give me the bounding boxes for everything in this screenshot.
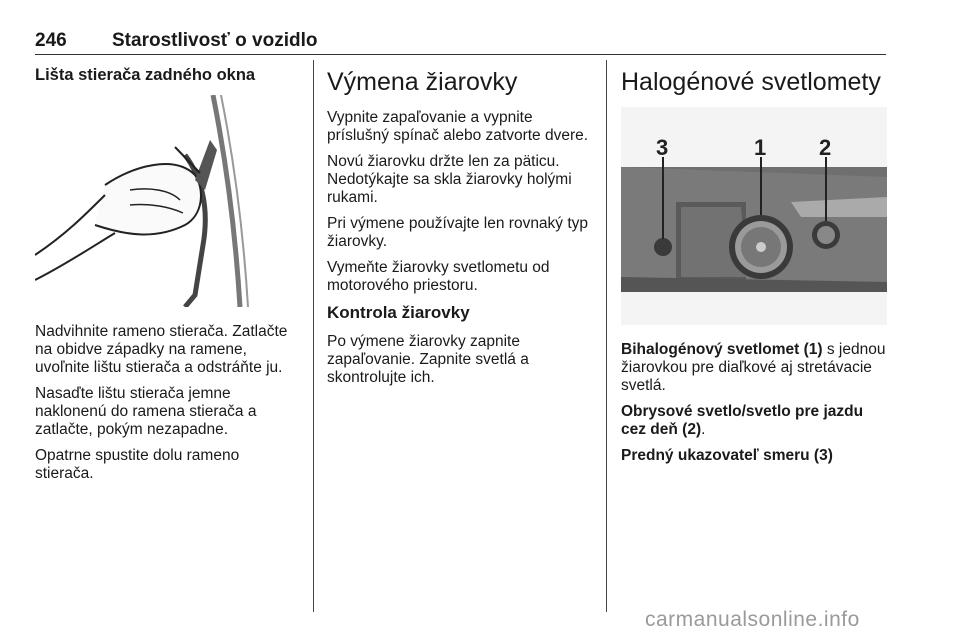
wiper-step-3: Opatrne spustite dolu rameno stierača. bbox=[35, 447, 240, 482]
watermark: carmanualsonline.info bbox=[645, 608, 860, 631]
section-heading-wiper: Lišta stierača zadného okna bbox=[35, 66, 256, 84]
bulb-paragraph-1: Vypnite zapaľovanie a vypnite príslušný spínač alebo zatvorte dvere. bbox=[327, 109, 589, 144]
halogen-desc-1 bbox=[621, 341, 887, 395]
headlight-photo bbox=[621, 107, 887, 325]
section-heading-bulb: Výmena žiarovky bbox=[327, 68, 518, 96]
halogen-desc-3-bold: Predný ukazovateľ smeru (3) bbox=[621, 447, 833, 464]
halogen-desc-2-text: . bbox=[701, 421, 706, 438]
header-divider bbox=[35, 54, 886, 55]
halogen-desc-2 bbox=[621, 403, 887, 439]
column-divider-2 bbox=[606, 60, 607, 612]
callout-label-3: 3 bbox=[656, 135, 669, 160]
wiper-step-2: Nasaďte lištu stierača jemne naklonenú do ramena stierača a zatlačte, pokým nezapadne. bbox=[35, 385, 257, 438]
bulb-paragraph-3: Pri výmene používajte len rovnaký typ žiarovky. bbox=[327, 215, 589, 250]
halogen-desc-2-bold: Obrysové svetlo/svetlo pre jazdu cez deň (2) bbox=[621, 403, 864, 438]
halogen-desc-1-bold: Bihalogénový svetlomet (1) bbox=[621, 341, 823, 358]
bulb-paragraph-4: Vymeňte žiarovky svetlometu od motorového priestoru. bbox=[327, 259, 550, 294]
subheading-bulb-check: Kontrola žiarovky bbox=[327, 303, 470, 322]
column-wiper bbox=[35, 60, 299, 491]
callout-label-1: 1 bbox=[754, 135, 767, 160]
page-title: Starostlivosť o vozidlo bbox=[112, 30, 318, 51]
halogen-desc-1-text: s jednou žiarovkou pre diaľkové aj stretávacie svetlá. bbox=[621, 341, 886, 394]
bulb-check-paragraph: Po výmene žiarovky zapnite zapaľovanie. Zapnite svetlá a skontrolujte ich. bbox=[327, 333, 529, 386]
page-number: 246 bbox=[35, 30, 67, 51]
bulb-paragraph-2: Novú žiarovku držte len za päticu. Nedotýkajte sa skla žiarovky holými rukami. bbox=[327, 153, 572, 206]
page-header bbox=[35, 30, 885, 52]
wiper-illustration bbox=[35, 95, 299, 307]
callout-label-2: 2 bbox=[819, 135, 832, 160]
column-halogen-headlights bbox=[621, 60, 887, 473]
halogen-desc-3 bbox=[621, 447, 887, 465]
column-divider-1 bbox=[313, 60, 314, 612]
section-heading-halogen: Halogénové svetlomety bbox=[621, 68, 881, 96]
column-bulb-replacement bbox=[327, 60, 589, 395]
wiper-step-1: Nadvihnite rameno stierača. Zatlačte na obidve západky na ramene, uvoľnite lištu stierača a odstráňte ju. bbox=[35, 323, 288, 376]
